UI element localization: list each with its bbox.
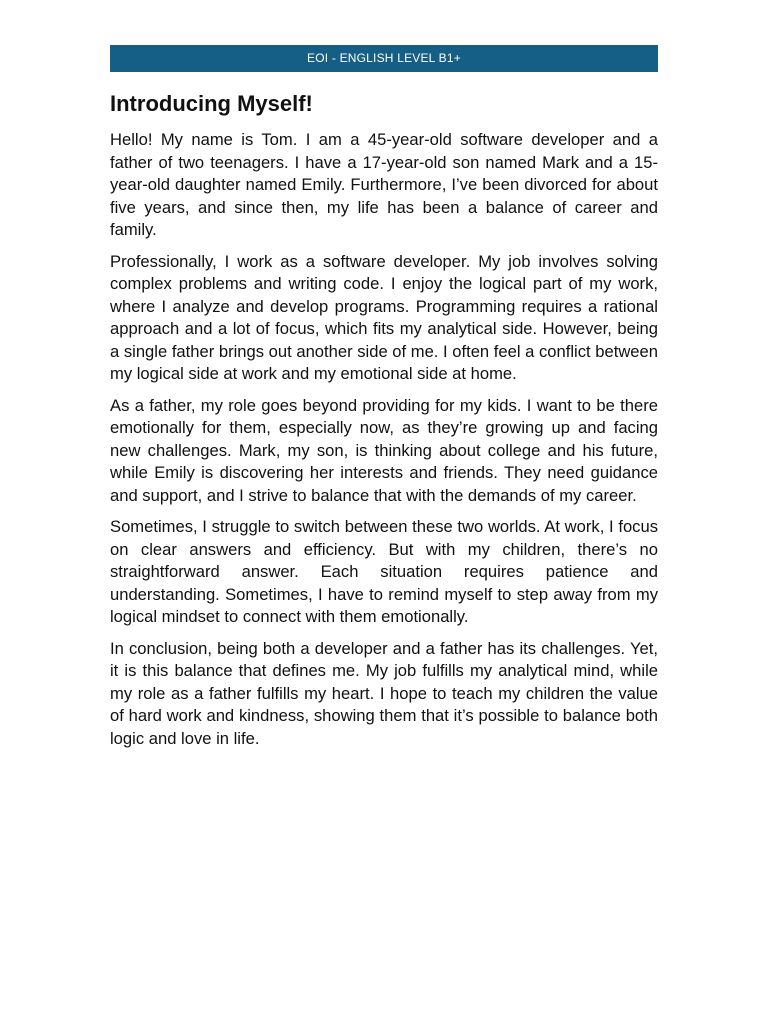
document-title: Introducing Myself! bbox=[110, 91, 313, 116]
paragraph-father-role: As a father, my role goes beyond providing for my kids. I want to be there emotionally for them, especially now, as they’re growing up and facing new challenges. Mark, my son, is thinking about college and his future, while Emily is discovering her interests and friends. They need guidance and support, and I strive to balance that with the demands of my career. bbox=[110, 395, 658, 505]
paragraph-conclusion: In conclusion, being both a developer and a father has its challenges. Yet, it is this balance that defines me. My job fulfills my analytical mind, while my role as a father fulfills my heart. I hope to teach my children the value of hard work and kindness, showing them that it’s possible to balance both logic and love in life. bbox=[110, 638, 658, 748]
paragraph-struggle: Sometimes, I struggle to switch between these two worlds. At work, I focus on clear answers and efficiency. But with my children, there’s no straightforward answer. Each situation requires patience and understanding. Sometimes, I have to remind myself to step away from my logical mindset to connect with them emotionally. bbox=[110, 517, 658, 626]
document-page bbox=[110, 45, 658, 759]
course-header-band: EOI - ENGLISH LEVEL B1+ bbox=[110, 45, 658, 72]
paragraph-profession: Professionally, I work as a software developer. My job involves solving complex problems and writing code. I enjoy the logical part of my work, where I analyze and develop programs. Programming requires a rational approach and a lot of focus, which fits my analytical side. However, being a single father brings out another side of me. I often feel a conflict between my logical side at work and my emotional side at home. bbox=[110, 251, 658, 383]
paragraph-intro: Hello! My name is Tom. I am a 45-year-old software developer and a father of two teenagers. I have a 17-year-old son named Mark and a 15-year-old daughter named Emily. Furthermore, I’ve been divorced for about five years, and since then, my life has been a balance of career and family. bbox=[110, 130, 658, 239]
